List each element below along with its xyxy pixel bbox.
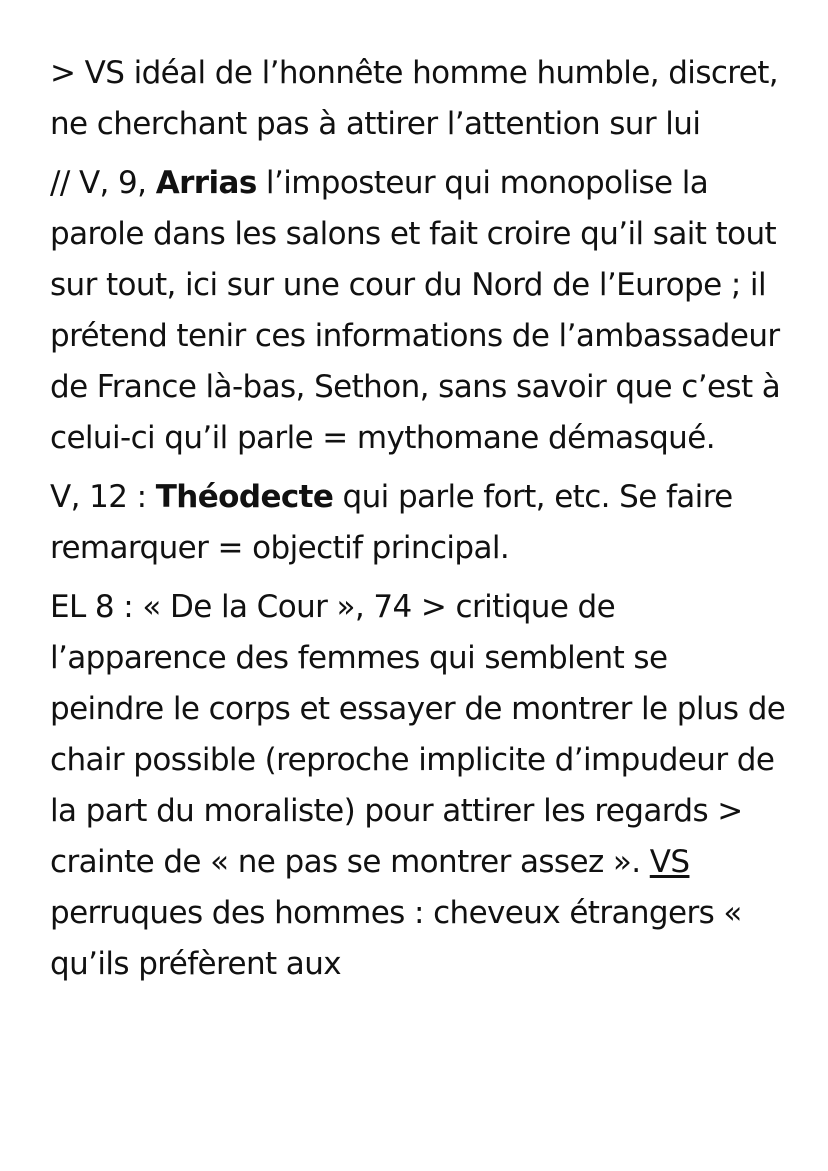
- paragraph-honnete-homme: [50, 48, 790, 150]
- text-segment: EL 8 : « De la Cour », 74 > critique de l’apparence des femmes qui semblent se peindre le corps et essayer de montrer le plus de chair possible (reproche implicite d’impudeur de la part du moraliste) pour attirer les regards > crainte de « ne pas se montrer assez ».: [50, 589, 786, 880]
- bold-name-theodecte: Théodecte: [155, 479, 334, 515]
- text-segment: > VS idéal de l’honnête homme humble, discret, ne cherchant pas à attirer l’attention sur lui: [50, 55, 779, 142]
- paragraph-el8-de-la-cour: [50, 582, 790, 990]
- underlined-vs: VS: [649, 844, 690, 880]
- bold-name-arrias: Arrias: [155, 165, 257, 201]
- text-segment: V, 12 :: [50, 479, 156, 515]
- paragraph-arrias: [50, 158, 790, 464]
- paragraph-theodecte: [50, 472, 790, 574]
- text-segment: qui parle fort, etc. Se faire remarquer = objectif principal.: [50, 479, 733, 566]
- text-segment: l’imposteur qui monopolise la parole dans les salons et fait croire qu’il sait tout sur tout, ici sur une cour du Nord de l’Europe ; il prétend tenir ces informations de l’ambassadeur de France là-bas, Sethon, sans savoir que c’est à celui-ci qu’il parle = mythomane démasqué.: [50, 165, 781, 456]
- text-segment: perruques des hommes : cheveux étrangers « qu’ils préfèrent aux: [50, 895, 742, 982]
- text-segment: // V, 9,: [50, 165, 156, 201]
- document-page: [50, 48, 790, 998]
